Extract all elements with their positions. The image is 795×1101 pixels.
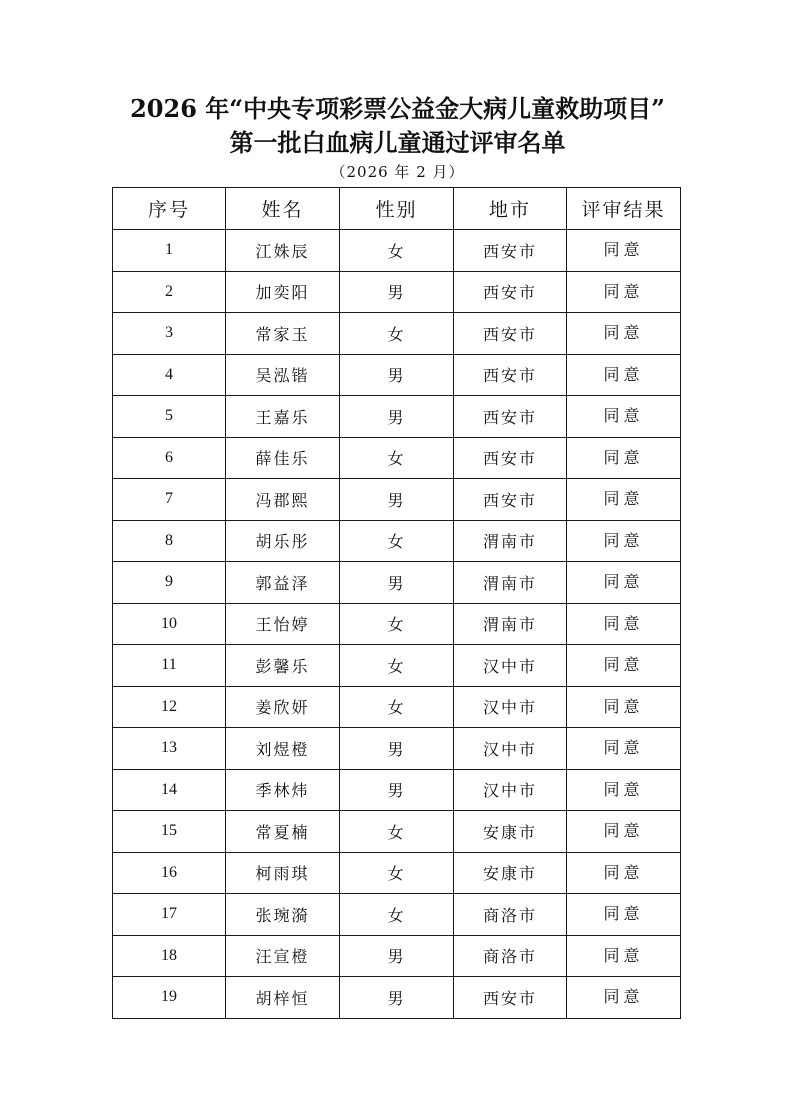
- cell-name: 薛佳乐: [226, 437, 340, 479]
- table-row: [113, 894, 681, 936]
- cell-city: 西安市: [454, 396, 567, 438]
- table-row: [113, 354, 681, 396]
- cell-name: 张琬漪: [226, 894, 340, 936]
- cell-name: 江姝辰: [226, 230, 340, 272]
- cell-number: 18: [113, 935, 226, 977]
- cell-city: 西安市: [454, 354, 567, 396]
- cell-name: 吴泓锴: [226, 354, 340, 396]
- document-date-subtitle: （2026 年 2 月）: [330, 163, 465, 181]
- cell-gender: 男: [340, 479, 454, 521]
- cell-number: 11: [113, 645, 226, 687]
- cell-city: 渭南市: [454, 520, 567, 562]
- table-row: [113, 520, 681, 562]
- cell-name: 胡乐彤: [226, 520, 340, 562]
- column-header-result: 评审结果: [567, 188, 681, 230]
- cell-number: 15: [113, 811, 226, 853]
- cell-name: 刘煜橙: [226, 728, 340, 770]
- cell-gender: 女: [340, 313, 454, 355]
- cell-number: 8: [113, 520, 226, 562]
- cell-result: 同意: [567, 396, 681, 438]
- cell-result: 同意: [567, 894, 681, 936]
- cell-city: 西安市: [454, 313, 567, 355]
- cell-number: 9: [113, 562, 226, 604]
- cell-city: 西安市: [454, 230, 567, 272]
- cell-number: 16: [113, 852, 226, 894]
- cell-city: 西安市: [454, 479, 567, 521]
- cell-result: 同意: [567, 852, 681, 894]
- cell-gender: 女: [340, 645, 454, 687]
- table-row: [113, 852, 681, 894]
- cell-city: 西安市: [454, 977, 567, 1019]
- cell-name: 常夏楠: [226, 811, 340, 853]
- approval-list-table: [112, 187, 681, 1019]
- cell-name: 汪宣橙: [226, 935, 340, 977]
- cell-result: 同意: [567, 354, 681, 396]
- cell-gender: 女: [340, 894, 454, 936]
- cell-number: 4: [113, 354, 226, 396]
- cell-city: 汉中市: [454, 686, 567, 728]
- cell-result: 同意: [567, 811, 681, 853]
- cell-number: 2: [113, 271, 226, 313]
- cell-result: 同意: [567, 686, 681, 728]
- cell-city: 西安市: [454, 437, 567, 479]
- table-row: [113, 645, 681, 687]
- cell-city: 安康市: [454, 852, 567, 894]
- cell-city: 商洛市: [454, 894, 567, 936]
- cell-number: 3: [113, 313, 226, 355]
- cell-result: 同意: [567, 437, 681, 479]
- cell-name: 彭馨乐: [226, 645, 340, 687]
- table-row: [113, 562, 681, 604]
- cell-number: 13: [113, 728, 226, 770]
- cell-gender: 男: [340, 728, 454, 770]
- cell-name: 郭益泽: [226, 562, 340, 604]
- cell-name: 姜欣妍: [226, 686, 340, 728]
- cell-number: 5: [113, 396, 226, 438]
- cell-gender: 男: [340, 562, 454, 604]
- table-row: [113, 396, 681, 438]
- cell-gender: 男: [340, 977, 454, 1019]
- table-row: [113, 230, 681, 272]
- cell-result: 同意: [567, 603, 681, 645]
- cell-name: 冯郡熙: [226, 479, 340, 521]
- cell-result: 同意: [567, 520, 681, 562]
- cell-gender: 男: [340, 769, 454, 811]
- table-row: [113, 728, 681, 770]
- table-row: [113, 977, 681, 1019]
- column-header-number: 序号: [113, 188, 226, 230]
- document-title-line-1: 2026 年“中央专项彩票公益金大病儿童救助项目”: [130, 94, 665, 123]
- cell-city: 汉中市: [454, 728, 567, 770]
- table-row: [113, 437, 681, 479]
- column-header-city: 地市: [454, 188, 567, 230]
- cell-result: 同意: [567, 935, 681, 977]
- cell-result: 同意: [567, 645, 681, 687]
- cell-gender: 女: [340, 811, 454, 853]
- cell-name: 柯雨琪: [226, 852, 340, 894]
- cell-number: 10: [113, 603, 226, 645]
- cell-name: 王嘉乐: [226, 396, 340, 438]
- table-row: [113, 935, 681, 977]
- cell-gender: 女: [340, 437, 454, 479]
- table-row: [113, 811, 681, 853]
- cell-gender: 女: [340, 603, 454, 645]
- cell-name: 胡梓恒: [226, 977, 340, 1019]
- cell-city: 渭南市: [454, 603, 567, 645]
- cell-city: 汉中市: [454, 645, 567, 687]
- cell-gender: 男: [340, 354, 454, 396]
- table-header-row: [113, 188, 681, 230]
- cell-city: 西安市: [454, 271, 567, 313]
- table-row: [113, 271, 681, 313]
- cell-number: 7: [113, 479, 226, 521]
- cell-number: 6: [113, 437, 226, 479]
- cell-result: 同意: [567, 479, 681, 521]
- cell-gender: 男: [340, 271, 454, 313]
- cell-city: 安康市: [454, 811, 567, 853]
- column-header-name: 姓名: [226, 188, 340, 230]
- cell-number: 19: [113, 977, 226, 1019]
- cell-name: 常家玉: [226, 313, 340, 355]
- cell-gender: 男: [340, 396, 454, 438]
- cell-city: 汉中市: [454, 769, 567, 811]
- cell-number: 17: [113, 894, 226, 936]
- cell-gender: 女: [340, 686, 454, 728]
- cell-result: 同意: [567, 728, 681, 770]
- cell-gender: 女: [340, 852, 454, 894]
- cell-gender: 男: [340, 935, 454, 977]
- document-title-line-2: 第一批白血病儿童通过评审名单: [229, 128, 566, 157]
- cell-city: 商洛市: [454, 935, 567, 977]
- column-header-gender: 性别: [340, 188, 454, 230]
- cell-result: 同意: [567, 562, 681, 604]
- cell-number: 12: [113, 686, 226, 728]
- cell-name: 加奕阳: [226, 271, 340, 313]
- table-row: [113, 313, 681, 355]
- cell-result: 同意: [567, 230, 681, 272]
- cell-number: 1: [113, 230, 226, 272]
- table-row: [113, 479, 681, 521]
- cell-result: 同意: [567, 313, 681, 355]
- cell-result: 同意: [567, 271, 681, 313]
- cell-city: 渭南市: [454, 562, 567, 604]
- cell-result: 同意: [567, 769, 681, 811]
- cell-result: 同意: [567, 977, 681, 1019]
- cell-name: 王怡婷: [226, 603, 340, 645]
- cell-number: 14: [113, 769, 226, 811]
- cell-name: 季林炜: [226, 769, 340, 811]
- cell-gender: 女: [340, 520, 454, 562]
- table-body: [113, 230, 681, 1019]
- cell-gender: 女: [340, 230, 454, 272]
- table-row: [113, 603, 681, 645]
- table-row: [113, 686, 681, 728]
- table-row: [113, 769, 681, 811]
